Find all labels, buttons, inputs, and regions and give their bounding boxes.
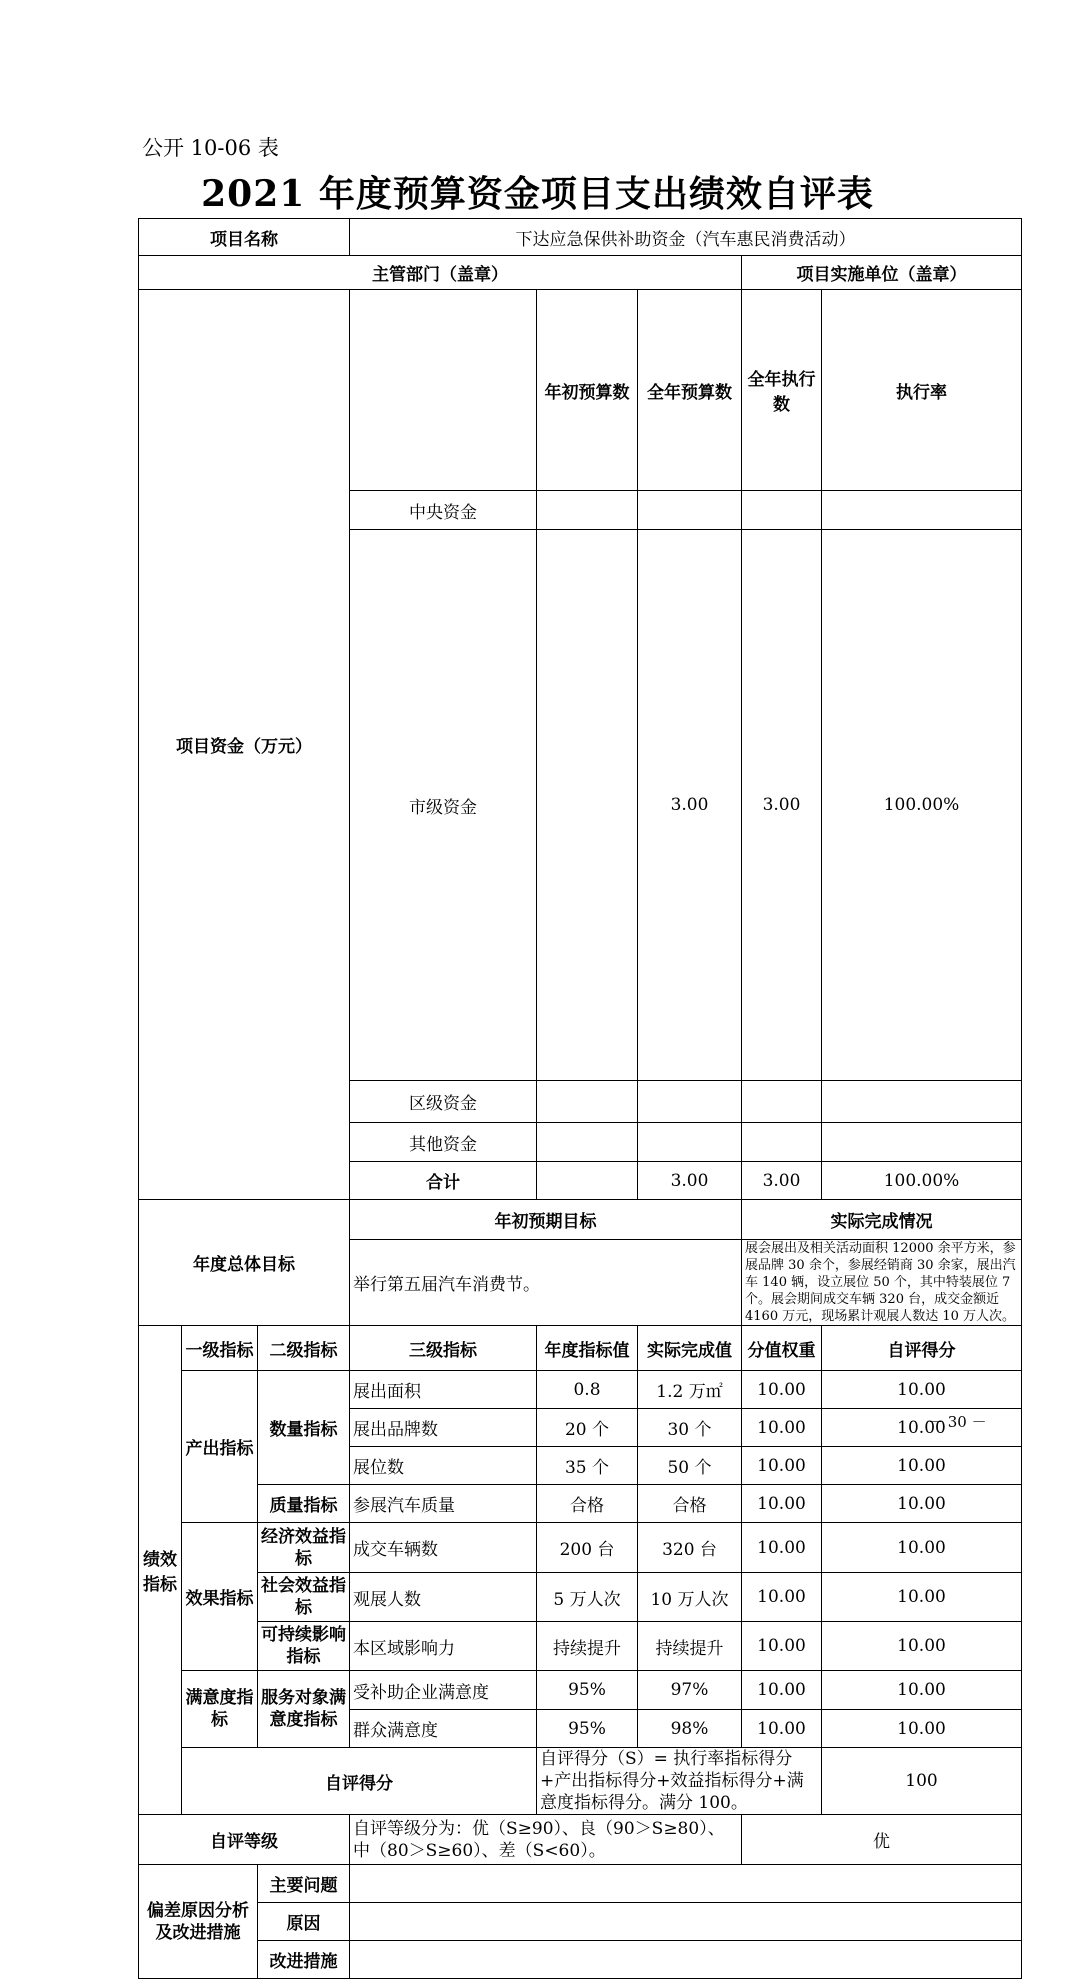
project-name-label: 项目名称 [139,219,350,256]
header-level1: 一级指标 [182,1326,258,1371]
deviation-item-label: 主要问题 [258,1865,350,1903]
fund-initial [537,1162,638,1200]
fund-executed [742,491,822,530]
goals-expected-header: 年初预期目标 [350,1200,742,1240]
indicator-actual: 30 个 [638,1409,742,1447]
fund-initial [537,1081,638,1123]
level2-sustainable: 可持续影响指标 [258,1622,350,1671]
indicator-actual: 1.2 万㎡ [638,1371,742,1409]
level2-service: 服务对象满意度指标 [258,1671,350,1748]
fund-initial [537,1123,638,1162]
deviation-label: 偏差原因分析及改进措施 [139,1865,258,1979]
level1-satisfaction: 满意度指标 [182,1671,258,1748]
deviation-item-value [350,1941,1022,1979]
form-number: 公开 10-06 表 [142,136,279,160]
page-title: 2021 年度预算资金项目支出绩效自评表 [201,173,874,215]
deviation-row [139,1903,1022,1941]
indicator-target: 5 万人次 [537,1573,638,1622]
goals-actual-header: 实际完成情况 [742,1200,1022,1240]
indicator-target: 0.8 [537,1371,638,1409]
goals-expected: 举行第五届汽车消费节。 [350,1240,742,1326]
indicator-score: 10.00 [822,1409,1022,1447]
indicator-score: 10.00 [822,1710,1022,1748]
deviation-item-value [350,1865,1022,1903]
self-grade-label: 自评等级 [139,1815,350,1865]
level2-quantity: 数量指标 [258,1371,350,1485]
indicator-actual: 50 个 [638,1447,742,1485]
level2-economic: 经济效益指标 [258,1523,350,1573]
indicator-weight: 10.00 [742,1671,822,1710]
deviation-row [139,1941,1022,1979]
indicator-target: 95% [537,1671,638,1710]
indicator-weight: 10.00 [742,1710,822,1748]
self-score-row [139,1748,1022,1815]
funds-label: 项目资金（万元） [139,290,350,1200]
self-grade-row [139,1815,1022,1865]
indicator-weight: 10.00 [742,1409,822,1447]
project-name-row [139,219,1022,256]
indicator-actual: 320 台 [638,1523,742,1573]
indicator-score: 10.00 [822,1523,1022,1573]
indicator-score: 10.00 [822,1573,1022,1622]
indicator-row [139,1371,1022,1409]
level2-quality: 质量指标 [258,1485,350,1523]
indicator-name: 成交车辆数 [350,1523,537,1573]
indicator-target: 200 台 [537,1523,638,1573]
fund-rate: 100.00% [822,530,1022,1081]
indicators-group-label: 绩效指标 [139,1326,182,1815]
fund-annual [638,1081,742,1123]
evaluation-table [138,218,1022,1979]
self-score-formula: 自评得分（S）= 执行率指标得分+产出指标得分+效益指标得分+满意度指标得分。满分 100。 [537,1748,822,1815]
fund-rate [822,1123,1022,1162]
deviation-row [139,1865,1022,1903]
level1-output: 产出指标 [182,1371,258,1523]
self-score-weight: 100 [822,1748,1022,1815]
fund-annual [638,491,742,530]
indicator-score: 10.00 [822,1371,1022,1409]
indicator-score: 10.00 [822,1671,1022,1710]
indicator-weight: 10.00 [742,1447,822,1485]
indicator-score: 10.00 [822,1622,1022,1671]
indicator-actual: 持续提升 [638,1622,742,1671]
indicator-target: 20 个 [537,1409,638,1447]
self-grade-desc: 自评等级分为：优（S≥90）、良（90＞S≥80）、中（80＞S≥60）、差（S<60）。 [350,1815,742,1865]
indicator-target: 35 个 [537,1447,638,1485]
indicator-target: 95% [537,1710,638,1748]
deviation-item-label: 原因 [258,1903,350,1941]
indicator-weight: 10.00 [742,1371,822,1409]
indicator-row [139,1523,1022,1573]
indicator-weight: 10.00 [742,1573,822,1622]
indicator-name: 展出品牌数 [350,1409,537,1447]
level2-social: 社会效益指标 [258,1573,350,1622]
indicator-row [139,1671,1022,1710]
header-level2: 二级指标 [258,1326,350,1371]
indicator-row [139,1573,1022,1622]
fund-executed: 3.00 [742,1162,822,1200]
indicator-name: 本区域影响力 [350,1622,537,1671]
indicator-row [139,1485,1022,1523]
goals-actual: 展会展出及相关活动面积 12000 余平方米，参展品牌 30 余个，参展经销商 30 余家，展出汽车 140 辆，设立展位 50 个，其中特装展位 7 个。展会期间成交车辆 320 台，成交金额近 4160 万元，现场累计观展人数达 10 万人次。 [742,1240,1022,1326]
fund-executed [742,1081,822,1123]
header-level3: 三级指标 [350,1326,537,1371]
indicator-row [139,1622,1022,1671]
level1-effect: 效果指标 [182,1523,258,1671]
department-row [139,256,1022,290]
fund-executed: 3.00 [742,530,822,1081]
header-weight: 分值权重 [742,1326,822,1371]
indicator-name: 展出面积 [350,1371,537,1409]
fund-name: 其他资金 [350,1123,537,1162]
indicators-header-row [139,1326,1022,1371]
indicator-weight: 10.00 [742,1523,822,1573]
indicator-name: 受补助企业满意度 [350,1671,537,1710]
goals-header-row [139,1200,1022,1240]
header-actual: 实际完成值 [638,1326,742,1371]
deviation-item-label: 改进措施 [258,1941,350,1979]
header-executed: 全年执行数 [742,290,822,491]
fund-annual: 3.00 [638,1162,742,1200]
fund-initial [537,530,638,1081]
indicator-name: 群众满意度 [350,1710,537,1748]
fund-rate: 100.00% [822,1162,1022,1200]
fund-name: 中央资金 [350,491,537,530]
indicator-target: 持续提升 [537,1622,638,1671]
header-annual-budget: 全年预算数 [638,290,742,491]
funds-header-row [139,290,1022,491]
fund-name: 市级资金 [350,530,537,1081]
fund-annual [638,1123,742,1162]
project-name-value: 下达应急保供补助资金（汽车惠民消费活动） [350,219,1022,256]
goals-label: 年度总体目标 [139,1200,350,1326]
indicator-actual: 98% [638,1710,742,1748]
fund-annual: 3.00 [638,530,742,1081]
indicator-actual: 合格 [638,1485,742,1523]
fund-name: 区级资金 [350,1081,537,1123]
indicator-actual: 10 万人次 [638,1573,742,1622]
fund-total-label: 合计 [350,1162,537,1200]
indicator-name: 展位数 [350,1447,537,1485]
indicator-score: 10.00 [822,1485,1022,1523]
fund-rate [822,491,1022,530]
self-score-label: 自评得分 [182,1748,537,1815]
fund-initial [537,491,638,530]
indicator-name: 观展人数 [350,1573,537,1622]
department-label: 主管部门（盖章） [139,256,742,290]
header-initial-budget: 年初预算数 [537,290,638,491]
funds-header-blank [350,290,537,491]
page-number: － 30 － [928,1413,987,1431]
indicator-weight: 10.00 [742,1622,822,1671]
indicator-actual: 97% [638,1671,742,1710]
header-target: 年度指标值 [537,1326,638,1371]
indicator-score: 10.00 [822,1447,1022,1485]
header-score: 自评得分 [822,1326,1022,1371]
self-grade-value: 优 [742,1815,1022,1865]
fund-executed [742,1123,822,1162]
fund-rate [822,1081,1022,1123]
indicator-weight: 10.00 [742,1485,822,1523]
deviation-item-value [350,1903,1022,1941]
indicator-name: 参展汽车质量 [350,1485,537,1523]
implementing-unit-label: 项目实施单位（盖章） [742,256,1022,290]
indicator-target: 合格 [537,1485,638,1523]
header-rate: 执行率 [822,290,1022,491]
